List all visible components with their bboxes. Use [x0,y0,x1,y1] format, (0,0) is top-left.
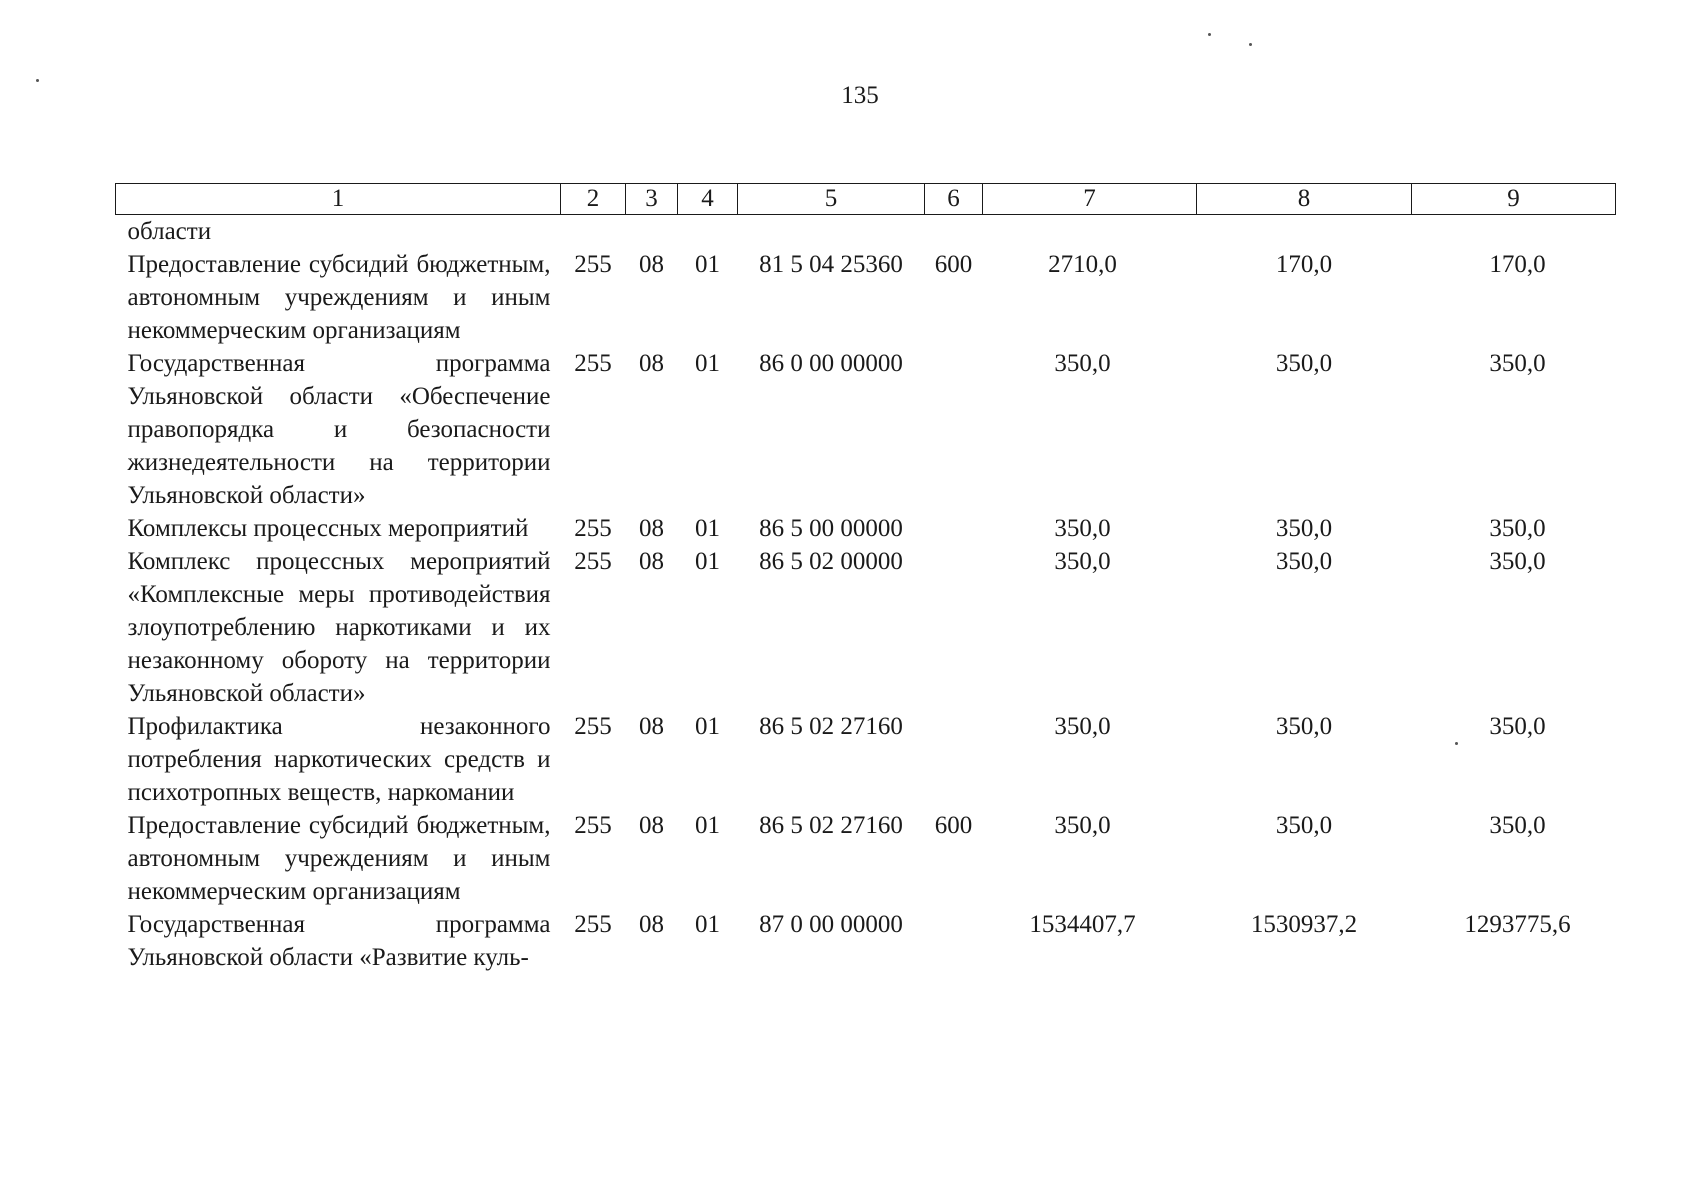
amount-col7: 350,0 [1054,350,1111,377]
column-number: 4 [678,184,738,215]
table-row [116,908,1616,974]
amount-col7: 350,0 [1054,515,1111,542]
amount-col7 [983,215,1197,249]
ministry-code: 255 [574,350,612,377]
section-code: 08 [639,251,664,278]
section-code: 08 [639,713,664,740]
amount-col8: 170,0 [1275,251,1333,278]
expense-type-code [925,908,983,974]
ministry-code: 255 [574,515,612,542]
expense-type-code [925,512,983,545]
table-row [116,248,1616,347]
expense-type-code: 600 [934,812,973,839]
target-article-code: 86 5 02 27160 [759,713,903,740]
amount-col7: 1534407,7 [1029,911,1136,938]
table-row [116,710,1616,809]
amount-col7: 350,0 [1054,812,1111,839]
subsection-code: 01 [695,911,720,938]
item-name: Комплексы процессных мероприятий [127,515,529,542]
item-name: Государственная программа Ульяновской области «Развитие куль- [127,911,551,971]
scan-speck [1208,33,1211,36]
subsection-code: 01 [695,812,720,839]
target-article-code: 87 0 00 00000 [759,911,903,938]
target-article-code: 81 5 04 25360 [759,251,903,278]
amount-col9 [1412,215,1616,249]
expense-type-code [925,215,983,249]
target-article-code [738,215,925,249]
subsection-code: 01 [695,548,720,575]
amount-col8: 350,0 [1275,812,1333,839]
amount-col9: 1293775,6 [1464,911,1571,938]
amount-col8: 350,0 [1275,548,1333,575]
budget-table [115,183,1616,974]
ministry-code: 255 [574,911,612,938]
table-row [116,347,1616,512]
scan-speck [36,79,39,82]
amount-col9: 350,0 [1489,350,1546,377]
section-code: 08 [639,350,664,377]
amount-col8: 350,0 [1275,713,1333,740]
target-article-code: 86 5 02 00000 [759,548,903,575]
table-body [116,215,1616,975]
table-row [116,809,1616,908]
subsection-code: 01 [695,713,720,740]
item-name: Предоставление субсидий бюджетным, автономным учреждениям и иным некоммерческим организациям [127,251,551,344]
amount-col9: 170,0 [1489,251,1546,278]
section-code: 08 [639,911,664,938]
column-number: 5 [738,184,925,215]
target-article-code: 86 0 00 00000 [759,350,903,377]
section-code: 08 [639,548,664,575]
amount-col8: 1530937,2 [1250,911,1358,938]
ministry-code [561,215,626,249]
amount-col8: 350,0 [1275,515,1333,542]
table-row [116,215,1616,249]
column-number: 8 [1197,184,1412,215]
column-number: 3 [626,184,678,215]
header-row [116,184,1616,215]
section-code: 08 [639,812,664,839]
item-name: Предоставление субсидий бюджетным, автономным учреждениям и иным некоммерческим организациям [127,812,551,905]
column-number: 7 [983,184,1197,215]
subsection-code [678,215,738,249]
expense-type-code [925,347,983,512]
item-name: Комплекс процессных мероприятий «Комплексные меры противодействия злоупотреблению наркотиками и их незаконному обороту на территории Ульяновской области» [127,548,551,707]
ministry-code: 255 [574,812,612,839]
column-number: 9 [1412,184,1616,215]
amount-col7: 350,0 [1054,548,1111,575]
item-name: области [127,218,212,245]
table-header [116,184,1616,215]
column-number: 6 [925,184,983,215]
target-article-code: 86 5 00 00000 [759,515,903,542]
amount-col9: 350,0 [1489,812,1546,839]
subsection-code: 01 [695,251,720,278]
amount-col8 [1197,215,1412,249]
expense-type-code: 600 [934,251,973,278]
expense-type-code [925,710,983,809]
amount-col9: 350,0 [1489,713,1546,740]
ministry-code: 255 [574,251,612,278]
subsection-code: 01 [695,515,720,542]
scan-speck [1249,43,1252,46]
subsection-code: 01 [695,350,720,377]
ministry-code: 255 [574,713,612,740]
column-number: 1 [116,184,561,215]
expense-type-code [925,545,983,710]
amount-col7: 350,0 [1054,713,1111,740]
amount-col9: 350,0 [1489,548,1546,575]
target-article-code: 86 5 02 27160 [759,812,903,839]
amount-col9: 350,0 [1489,515,1546,542]
amount-col7: 2710,0 [1048,251,1117,278]
table-row [116,545,1616,710]
item-name: Профилактика незаконного потребления наркотических средств и психотропных веществ, наркомании [127,713,551,806]
page-number: 135 [841,82,879,109]
table-row [116,512,1616,545]
section-code: 08 [639,515,664,542]
amount-col8: 350,0 [1275,350,1333,377]
ministry-code: 255 [574,548,612,575]
section-code [626,215,678,249]
column-number: 2 [561,184,626,215]
item-name: Государственная программа Ульяновской области «Обеспечение правопорядка и безопасности жизнедеятельности на территории Ульяновской области» [127,350,551,509]
